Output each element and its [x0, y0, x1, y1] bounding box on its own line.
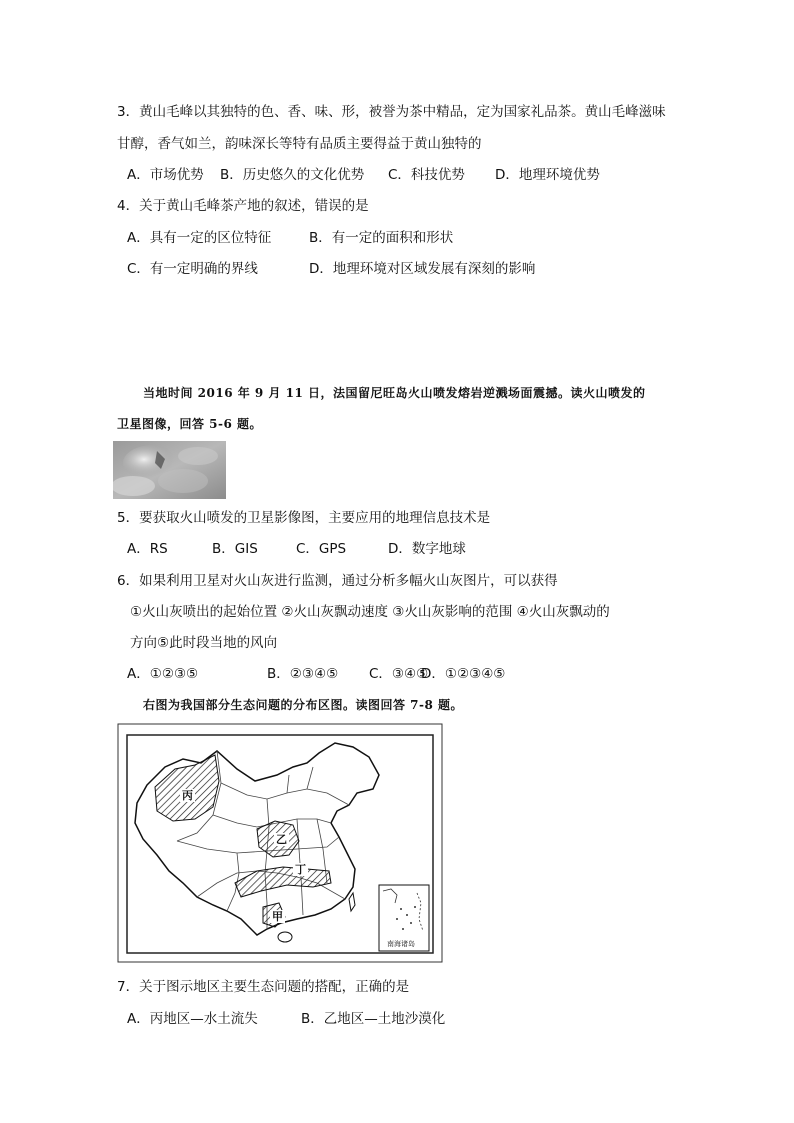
- q3-option-d: D．地理环境优势: [495, 167, 600, 183]
- q6-items-line2: 方向⑤此时段当地的风向: [130, 635, 278, 651]
- q5-stem: 5．要获取火山喷发的卫星影像图，主要应用的地理信息技术是: [117, 510, 491, 526]
- q7-option-b: B．乙地区—土地沙漠化: [301, 1011, 446, 1027]
- q6-option-a: A．①②③⑤: [127, 666, 199, 682]
- q7-option-a: A．丙地区—水土流失: [127, 1011, 258, 1027]
- q6-option-d: D．①②③④⑤: [421, 666, 506, 682]
- label-yi: 乙: [276, 833, 287, 846]
- q6-stem: 6．如果利用卫星对火山灰进行监测，通过分析多幅火山灰图片，可以获得: [117, 573, 558, 589]
- q3-stem-line1: 3．黄山毛峰以其独特的色、香、味、形，被誉为茶中精品，定为国家礼品茶。黄山毛峰滋味: [117, 104, 666, 120]
- q4-option-b: B．有一定的面积和形状: [309, 230, 454, 246]
- passage-78-line1: 右图为我国部分生态问题的分布区图。读图回答 7-8 题。: [143, 698, 464, 712]
- q4-option-a: A．具有一定的区位特征: [127, 230, 272, 246]
- label-ding: 丁: [295, 863, 306, 876]
- q3-option-b: B．历史悠久的文化优势: [220, 167, 365, 183]
- label-jia: 甲: [272, 910, 283, 923]
- hainan-island: [278, 932, 292, 942]
- q7-options: [127, 1010, 445, 1028]
- q5-option-c: C．GPS: [296, 541, 347, 557]
- q3-options: [127, 166, 600, 184]
- q6-option-b: B．②③④⑤: [267, 666, 339, 682]
- q4-stem: 4．关于黄山毛峰茶产地的叙述，错误的是: [117, 198, 369, 214]
- q6-items-line1: ①火山灰喷出的起始位置 ②火山灰飘动速度 ③火山灰影响的范围 ④火山灰飘动的: [130, 604, 610, 620]
- label-bing: 丙: [182, 789, 193, 802]
- q4-option-d: D．地理环境对区域发展有深刻的影响: [309, 261, 536, 277]
- q7-stem: 7．关于图示地区主要生态问题的搭配，正确的是: [117, 979, 410, 995]
- q5-options: [127, 540, 466, 558]
- q4-option-c: C．有一定明确的界线: [127, 261, 258, 277]
- q3-option-c: C．科技优势: [388, 167, 465, 183]
- china-ecology-map: [117, 723, 443, 963]
- q6-option-c: C．③④⑤: [369, 666, 429, 682]
- q6-options: [127, 665, 505, 683]
- q5-option-b: B．GIS: [212, 541, 258, 557]
- q5-option-a: A．RS: [127, 541, 168, 557]
- q4-options-row2: [127, 260, 535, 278]
- q3-stem-line2: 甘醇，香气如兰，韵味深长等特有品质主要得益于黄山独特的: [117, 136, 482, 152]
- inset-label: 南海诸岛: [387, 940, 415, 948]
- q5-option-d: D．数字地球: [388, 541, 466, 557]
- q4-options-row1: [127, 229, 453, 247]
- q3-option-a: A．市场优势: [127, 167, 204, 183]
- passage-56-line2: 卫星图像，回答 5-6 题。: [117, 417, 263, 431]
- satellite-image: [113, 441, 226, 499]
- passage-56-line1: 当地时间 2016 年 9 月 11 日，法国留尼旺岛火山喷发熔岩逆溅场面震撼。读火山喷发的: [143, 386, 646, 400]
